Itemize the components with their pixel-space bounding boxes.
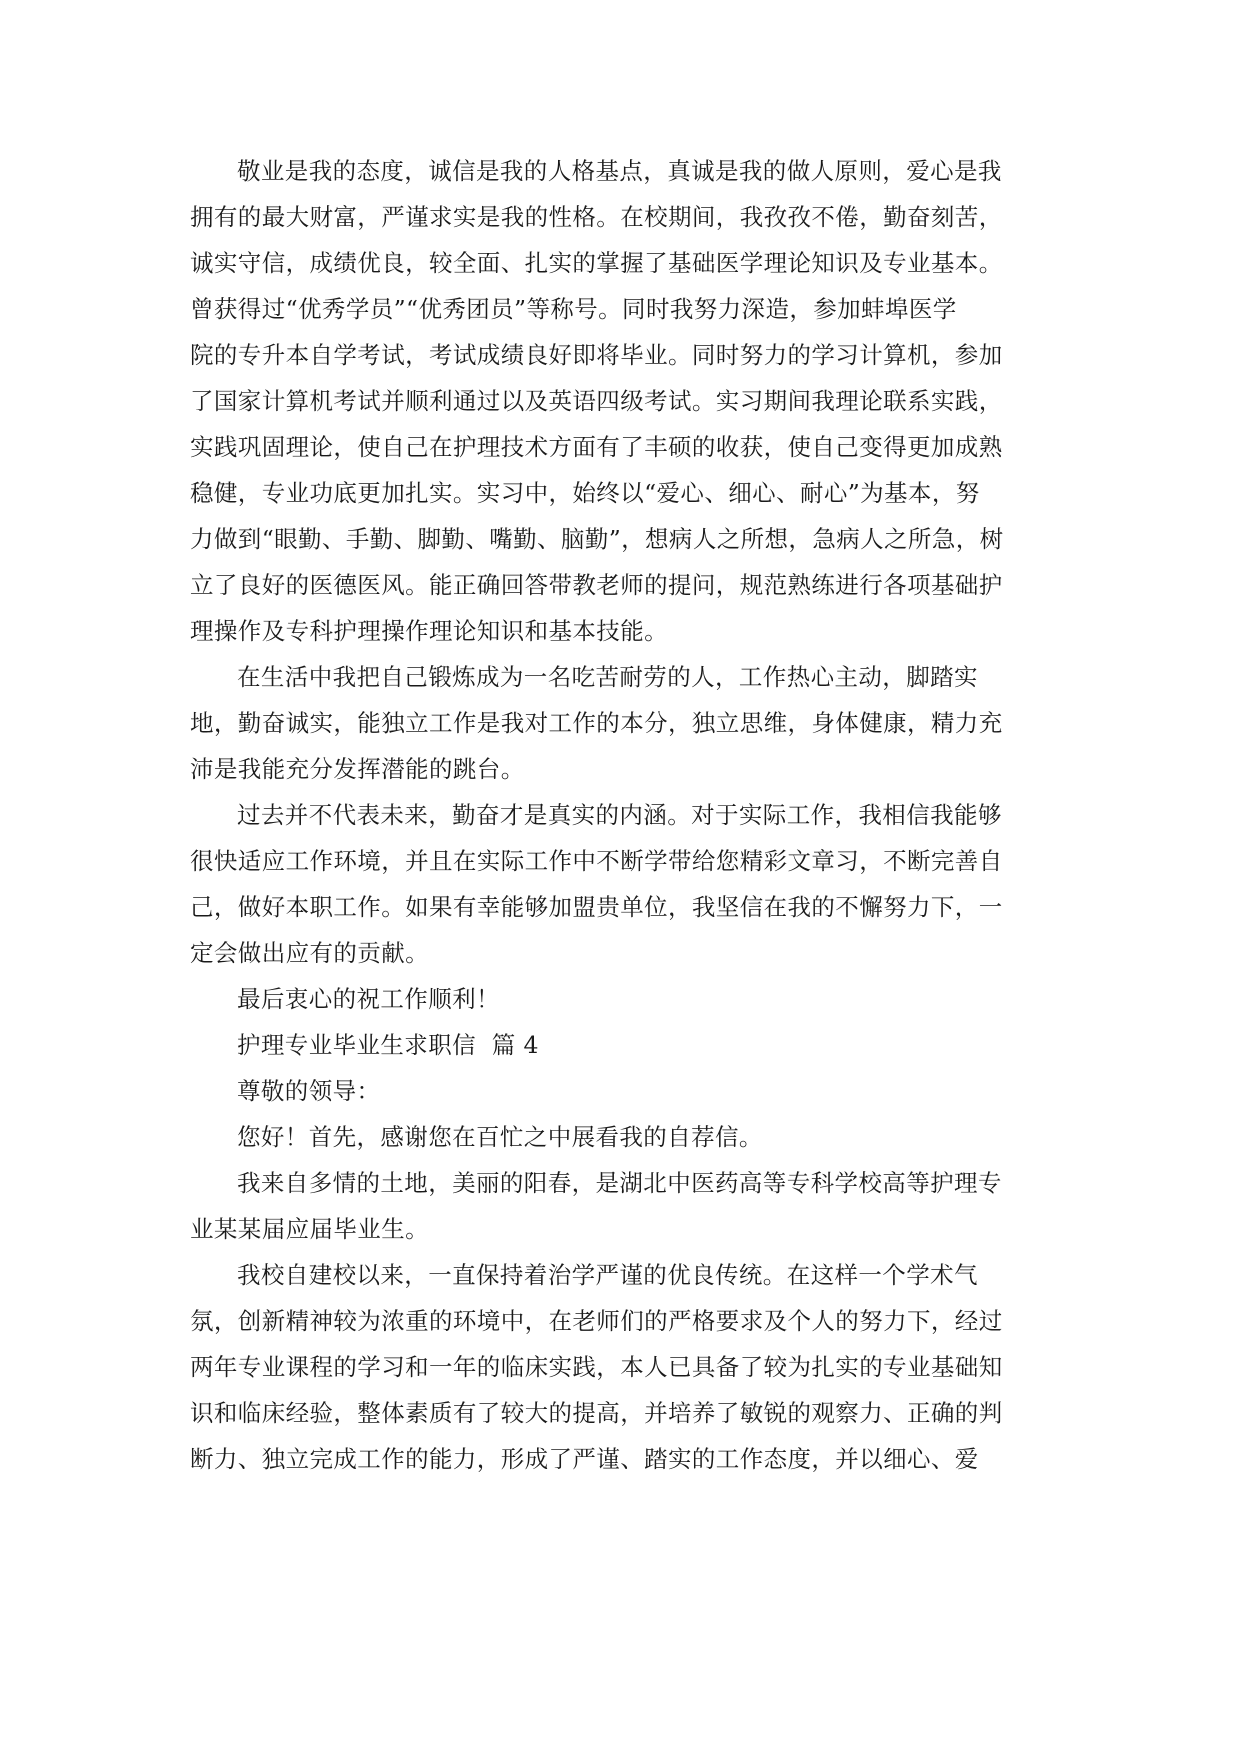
text-line: 定会做出应有的贡献。 — [190, 939, 429, 967]
text-line: 沛是我能充分发挥潜能的跳台。 — [190, 755, 525, 783]
text-line: 我校自建校以来，一直保持着治学严谨的优良传统。在这样一个学术气 — [237, 1261, 978, 1289]
text-line: 敬业是我的态度，诚信是我的人格基点，真诚是我的做人原则，爱心是我 — [237, 157, 1002, 185]
text-line: 地，勤奋诚实，能独立工作是我对工作的本分，独立思维，身体健康，精力充 — [190, 709, 1003, 737]
text-line: 您好！首先，感谢您在百忙之中展看我的自荐信。 — [237, 1123, 763, 1151]
text-line: 业某某届应届毕业生。 — [190, 1215, 429, 1243]
text-line: 稳健，专业功底更加扎实。实习中，始终以“爱心、细心、耐心”为基本，努 — [190, 479, 980, 507]
text-line: 我来自多情的土地，美丽的阳春，是湖北中医药高等专科学校高等护理专 — [237, 1169, 1002, 1197]
text-line: 两年专业课程的学习和一年的临床实践，本人已具备了较为扎实的专业基础知 — [190, 1353, 1003, 1381]
text-line: 力做到“眼勤、手勤、脚勤、嘴勤、脑勤”，想病人之所想，急病人之所急，树 — [190, 525, 1004, 553]
text-line: 尊敬的领导： — [237, 1077, 381, 1105]
text-line: 在生活中我把自己锻炼成为一名吃苦耐劳的人，工作热心主动，脚踏实 — [237, 663, 978, 691]
text-line: 识和临床经验，整体素质有了较大的提高，并培养了敏锐的观察力、正确的判 — [190, 1399, 1003, 1427]
text-line: 护理专业毕业生求职信 篇 4 — [237, 1031, 539, 1059]
text-line: 拥有的最大财富，严谨求实是我的性格。在校期间，我孜孜不倦，勤奋刻苦， — [190, 203, 1003, 231]
text-line: 诚实守信，成绩优良，较全面、扎实的掌握了基础医学理论知识及专业基本。 — [190, 249, 1003, 277]
paragraph-3 — [190, 792, 1052, 976]
text-line: 立了良好的医德医风。能正确回答带教老师的提问，规范熟练进行各项基础护 — [190, 571, 1003, 599]
greeting — [190, 1114, 1052, 1160]
text-line: 己，做好本职工作。如果有幸能够加盟贵单位，我坚信在我的不懈努力下，一 — [190, 893, 1003, 921]
document-body — [190, 148, 1052, 1482]
closing-wish — [190, 976, 1052, 1022]
text-line: 断力、独立完成工作的能力，形成了严谨、踏实的工作态度，并以细心、爱 — [190, 1445, 979, 1473]
text-line: 氛，创新精神较为浓重的环境中，在老师们的严格要求及个人的努力下，经过 — [190, 1307, 1003, 1335]
text-line: 了国家计算机考试并顺利通过以及英语四级考试。实习期间我理论联系实践， — [190, 387, 1003, 415]
text-line: 院的专升本自学考试，考试成绩良好即将毕业。同时努力的学习计算机，参加 — [190, 341, 1003, 369]
paragraph-2 — [190, 654, 1052, 792]
text-line: 过去并不代表未来，勤奋才是真实的内涵。对于实际工作，我相信我能够 — [237, 801, 1002, 829]
section-heading — [190, 1022, 1052, 1068]
paragraph-school — [190, 1252, 1052, 1482]
text-line: 理操作及专科护理操作理论知识和基本技能。 — [190, 617, 668, 645]
text-line: 实践巩固理论，使自己在护理技术方面有了丰硕的收获，使自己变得更加成熟 — [190, 433, 1003, 461]
text-line: 很快适应工作环境，并且在实际工作中不断学带给您精彩文章习，不断完善自 — [190, 847, 1003, 875]
text-line: 曾获得过“优秀学员”“优秀团员”等称号。同时我努力深造，参加蚌埠医学 — [190, 295, 957, 323]
text-line: 最后衷心的祝工作顺利！ — [237, 985, 500, 1013]
salutation — [190, 1068, 1052, 1114]
paragraph-intro — [190, 1160, 1052, 1252]
paragraph-1 — [190, 148, 1052, 654]
